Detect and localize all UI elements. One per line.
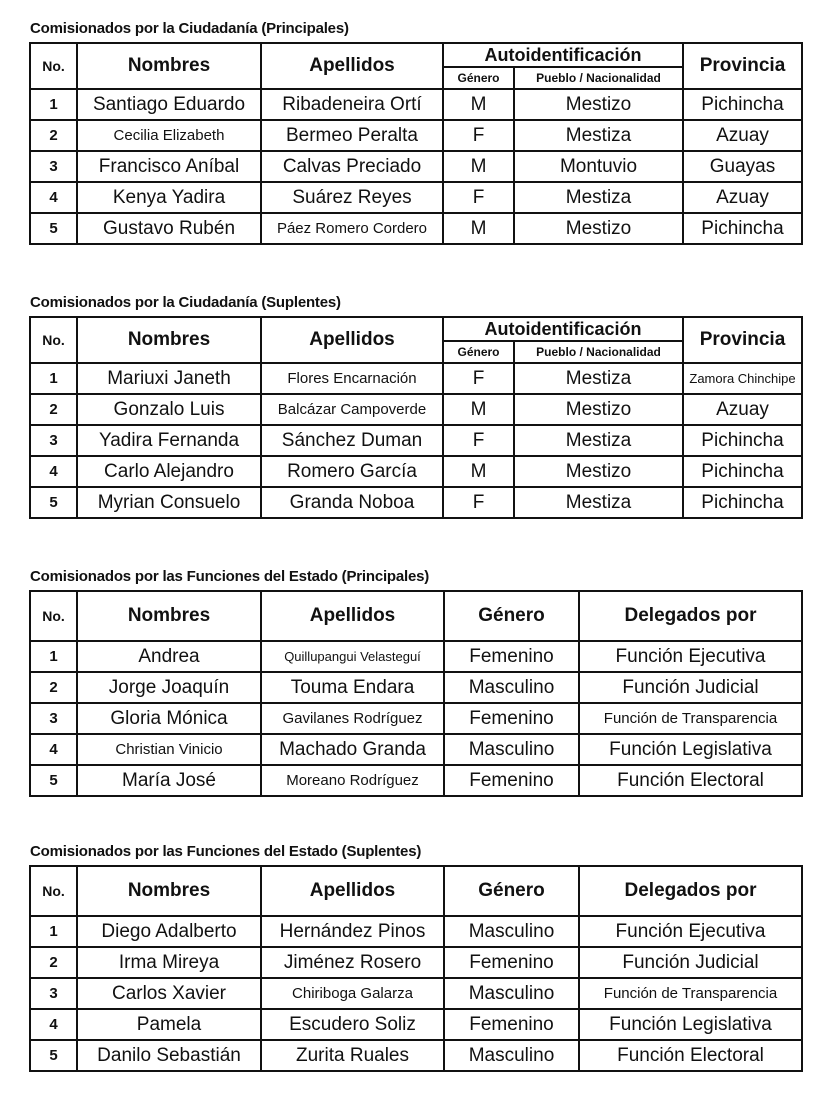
header-nombres: Nombres [77,866,261,916]
header-pueblo: Pueblo / Nacionalidad [514,67,683,89]
header-no: No. [30,591,77,641]
cell-apellidos: Romero García [261,456,443,487]
cell-no: 4 [30,182,77,213]
table-row [30,394,802,425]
cell-no: 4 [30,734,77,765]
cell-no: 1 [30,89,77,120]
cell-apellidos: Touma Endara [261,672,444,703]
cell-provincia: Azuay [683,182,802,213]
cell-pueblo: Mestizo [514,394,683,425]
header-genero: Género [444,866,579,916]
cell-delegados: Función Ejecutiva [579,916,802,947]
header-nombres: Nombres [77,43,261,89]
cell-pueblo: Mestiza [514,182,683,213]
table-row [30,182,802,213]
cell-apellidos: Ribadeneira Ortí [261,89,443,120]
cell-pueblo: Mestiza [514,487,683,518]
funciones-principales-table [29,590,803,797]
cell-provincia: Guayas [683,151,802,182]
cell-apellidos: Escudero Soliz [261,1009,444,1040]
header-provincia: Provincia [683,317,802,363]
cell-provincia: Pichincha [683,425,802,456]
table-row [30,765,802,796]
cell-nombres: Pamela [77,1009,261,1040]
cell-no: 1 [30,916,77,947]
cell-no: 4 [30,456,77,487]
section-title: Comisionados por la Ciudadanía (Principales) [30,20,349,37]
cell-nombres: Santiago Eduardo [77,89,261,120]
cell-genero: Femenino [444,765,579,796]
header-genero: Género [443,67,514,89]
header-no: No. [30,317,77,363]
cell-apellidos: Bermeo Peralta [261,120,443,151]
table-row [30,947,802,978]
cell-pueblo: Mestizo [514,456,683,487]
cell-genero: F [443,487,514,518]
cell-no: 5 [30,1040,77,1071]
table-row [30,641,802,672]
cell-genero: Masculino [444,734,579,765]
cell-provincia: Azuay [683,120,802,151]
header-no: No. [30,43,77,89]
cell-nombres: Gloria Mónica [77,703,261,734]
cell-apellidos: Jiménez Rosero [261,947,444,978]
cell-genero: M [443,456,514,487]
cell-apellidos: Quillupangui Velasteguí [261,641,444,672]
cell-genero: M [443,213,514,244]
cell-nombres: María José [77,765,261,796]
cell-genero: F [443,120,514,151]
cell-no: 1 [30,641,77,672]
cell-apellidos: Flores Encarnación [261,363,443,394]
cell-apellidos: Calvas Preciado [261,151,443,182]
cell-nombres: Andrea [77,641,261,672]
cell-nombres: Jorge Joaquín [77,672,261,703]
cell-delegados: Función Electoral [579,1040,802,1071]
section-title: Comisionados por las Funciones del Estado (Suplentes) [30,843,422,860]
ciudadania-suplentes-table [29,316,803,519]
cell-nombres: Mariuxi Janeth [77,363,261,394]
cell-delegados: Función Judicial [579,672,802,703]
cell-provincia: Azuay [683,394,802,425]
cell-genero: Masculino [444,1040,579,1071]
cell-genero: Masculino [444,978,579,1009]
table-row [30,363,802,394]
table-row [30,672,802,703]
header-delegados: Delegados por [579,591,802,641]
table-row [30,425,802,456]
table-row [30,213,802,244]
cell-provincia: Pichincha [683,456,802,487]
cell-genero: Femenino [444,703,579,734]
cell-genero: Masculino [444,916,579,947]
header-apellidos: Apellidos [261,866,444,916]
cell-delegados: Función Ejecutiva [579,641,802,672]
cell-pueblo: Mestiza [514,425,683,456]
cell-apellidos: Granda Noboa [261,487,443,518]
header-nombres: Nombres [77,591,261,641]
cell-apellidos: Zurita Ruales [261,1040,444,1071]
cell-pueblo: Mestizo [514,89,683,120]
cell-no: 5 [30,213,77,244]
cell-nombres: Gonzalo Luis [77,394,261,425]
cell-apellidos: Machado Granda [261,734,444,765]
cell-nombres: Myrian Consuelo [77,487,261,518]
header-apellidos: Apellidos [261,591,444,641]
header-autoidentificacion: Autoidentificación [443,317,683,341]
cell-nombres: Christian Vinicio [77,734,261,765]
cell-genero: Femenino [444,947,579,978]
header-autoidentificacion: Autoidentificación [443,43,683,67]
funciones-suplentes-table [29,865,803,1072]
cell-no: 3 [30,978,77,1009]
cell-pueblo: Mestiza [514,120,683,151]
cell-nombres: Kenya Yadira [77,182,261,213]
table-row [30,703,802,734]
table-row [30,120,802,151]
cell-no: 2 [30,394,77,425]
cell-nombres: Gustavo Rubén [77,213,261,244]
cell-nombres: Francisco Aníbal [77,151,261,182]
cell-apellidos: Hernández Pinos [261,916,444,947]
table-row [30,916,802,947]
cell-delegados: Función Electoral [579,765,802,796]
section-title: Comisionados por las Funciones del Estado (Principales) [30,568,430,585]
header-genero: Género [444,591,579,641]
table-row [30,487,802,518]
cell-delegados: Función Legislativa [579,734,802,765]
cell-pueblo: Mestiza [514,363,683,394]
cell-nombres: Diego Adalberto [77,916,261,947]
cell-nombres: Carlos Xavier [77,978,261,1009]
header-pueblo: Pueblo / Nacionalidad [514,341,683,363]
cell-no: 2 [30,672,77,703]
header-apellidos: Apellidos [261,43,443,89]
cell-genero: Femenino [444,1009,579,1040]
cell-nombres: Carlo Alejandro [77,456,261,487]
cell-no: 3 [30,703,77,734]
cell-pueblo: Mestizo [514,213,683,244]
cell-nombres: Irma Mireya [77,947,261,978]
cell-delegados: Función de Transparencia [579,703,802,734]
cell-apellidos: Moreano Rodríguez [261,765,444,796]
cell-genero: F [443,182,514,213]
cell-no: 5 [30,765,77,796]
cell-genero: M [443,394,514,425]
cell-genero: Masculino [444,672,579,703]
table-row [30,151,802,182]
cell-apellidos: Balcázar Campoverde [261,394,443,425]
cell-pueblo: Montuvio [514,151,683,182]
header-genero: Género [443,341,514,363]
cell-genero: F [443,363,514,394]
cell-apellidos: Gavilanes Rodríguez [261,703,444,734]
table-row [30,734,802,765]
cell-no: 2 [30,120,77,151]
header-no: No. [30,866,77,916]
cell-genero: M [443,151,514,182]
table-row [30,1009,802,1040]
cell-no: 3 [30,151,77,182]
cell-no: 2 [30,947,77,978]
cell-genero: M [443,89,514,120]
cell-genero: Femenino [444,641,579,672]
table-row [30,1040,802,1071]
cell-nombres: Danilo Sebastián [77,1040,261,1071]
header-provincia: Provincia [683,43,802,89]
cell-provincia: Pichincha [683,89,802,120]
cell-apellidos: Chiriboga Galarza [261,978,444,1009]
cell-apellidos: Páez Romero Cordero [261,213,443,244]
header-delegados: Delegados por [579,866,802,916]
header-nombres: Nombres [77,317,261,363]
cell-apellidos: Sánchez Duman [261,425,443,456]
cell-no: 5 [30,487,77,518]
cell-nombres: Yadira Fernanda [77,425,261,456]
table-row [30,89,802,120]
cell-genero: F [443,425,514,456]
ciudadania-principales-table [29,42,803,245]
cell-provincia: Pichincha [683,487,802,518]
cell-delegados: Función Legislativa [579,1009,802,1040]
table-row [30,456,802,487]
header-apellidos: Apellidos [261,317,443,363]
cell-no: 4 [30,1009,77,1040]
cell-apellidos: Suárez Reyes [261,182,443,213]
section-title: Comisionados por la Ciudadanía (Suplentes) [30,294,341,311]
cell-no: 3 [30,425,77,456]
cell-provincia: Pichincha [683,213,802,244]
cell-provincia: Zamora Chinchipe [683,363,802,394]
table-row [30,978,802,1009]
cell-no: 1 [30,363,77,394]
cell-nombres: Cecilia Elizabeth [77,120,261,151]
cell-delegados: Función Judicial [579,947,802,978]
cell-delegados: Función de Transparencia [579,978,802,1009]
